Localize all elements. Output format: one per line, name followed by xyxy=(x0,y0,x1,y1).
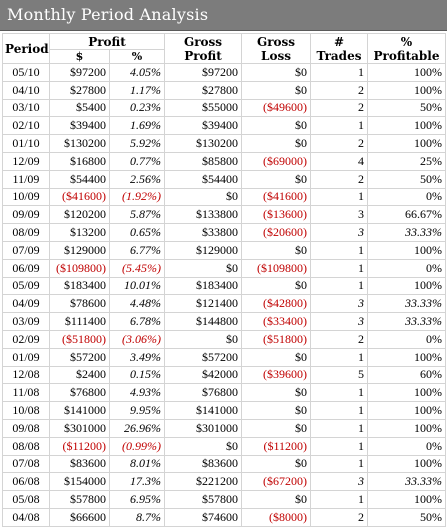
profit-pct-cell: 0.15% xyxy=(110,366,165,384)
profit-cell: $27800 xyxy=(50,81,110,99)
profit-pct-cell: 0.77% xyxy=(110,152,165,170)
profit-cell: $141000 xyxy=(50,402,110,420)
period-cell: 07/09 xyxy=(3,241,50,259)
pct-profitable-cell: 33.33% xyxy=(368,313,446,331)
header-trades: # Trades xyxy=(311,34,368,64)
profit-cell: $183400 xyxy=(50,277,110,295)
trades-cell: 2 xyxy=(311,508,368,526)
gross-profit-cell: $121400 xyxy=(165,295,242,313)
gross-loss-cell: ($49600) xyxy=(242,99,311,117)
profit-pct-cell: (5.45%) xyxy=(110,259,165,277)
pct-profitable-cell: 0% xyxy=(368,330,446,348)
period-cell: 12/09 xyxy=(3,152,50,170)
gross-profit-cell: $97200 xyxy=(165,64,242,82)
profit-pct-cell: 0.23% xyxy=(110,99,165,117)
profit-cell: $97200 xyxy=(50,64,110,82)
profit-pct-cell: 3.49% xyxy=(110,348,165,366)
profit-cell: ($51800) xyxy=(50,330,110,348)
table-row xyxy=(3,313,446,331)
table-row xyxy=(3,330,446,348)
table-row xyxy=(3,437,446,455)
period-cell: 03/10 xyxy=(3,99,50,117)
table-row xyxy=(3,117,446,135)
table-row xyxy=(3,135,446,153)
pct-profitable-cell: 100% xyxy=(368,348,446,366)
gross-profit-cell: $39400 xyxy=(165,117,242,135)
profit-cell: ($41600) xyxy=(50,188,110,206)
trades-cell: 1 xyxy=(311,437,368,455)
period-cell: 04/08 xyxy=(3,508,50,526)
header-period: Period xyxy=(3,34,50,64)
gross-loss-cell: $0 xyxy=(242,81,311,99)
gross-loss-cell: ($109800) xyxy=(242,259,311,277)
header-pct-profitable: % Profitable xyxy=(368,34,446,64)
gross-loss-cell: $0 xyxy=(242,348,311,366)
period-cell: 11/08 xyxy=(3,384,50,402)
pct-profitable-cell: 66.67% xyxy=(368,206,446,224)
title-bar xyxy=(0,0,447,31)
pct-profitable-cell: 100% xyxy=(368,64,446,82)
period-cell: 06/08 xyxy=(3,473,50,491)
profit-pct-cell: 6.77% xyxy=(110,241,165,259)
gross-loss-cell: ($67200) xyxy=(242,473,311,491)
profit-pct-cell: 10.01% xyxy=(110,277,165,295)
table-row xyxy=(3,366,446,384)
trades-cell: 1 xyxy=(311,491,368,509)
gross-profit-cell: $129000 xyxy=(165,241,242,259)
profit-cell: $57200 xyxy=(50,348,110,366)
profit-cell: $16800 xyxy=(50,152,110,170)
gross-profit-cell: $57800 xyxy=(165,491,242,509)
profit-cell: $301000 xyxy=(50,419,110,437)
profit-cell: $129000 xyxy=(50,241,110,259)
pct-profitable-cell: 60% xyxy=(368,366,446,384)
table-row xyxy=(3,99,446,117)
table-row xyxy=(3,491,446,509)
pct-profitable-cell: 50% xyxy=(368,170,446,188)
gross-profit-cell: $57200 xyxy=(165,348,242,366)
trades-cell: 1 xyxy=(311,188,368,206)
profit-pct-cell: 5.92% xyxy=(110,135,165,153)
profit-pct-cell: 0.65% xyxy=(110,224,165,242)
pct-profitable-cell: 100% xyxy=(368,117,446,135)
pct-profitable-cell: 33.33% xyxy=(368,295,446,313)
profit-cell: $130200 xyxy=(50,135,110,153)
period-cell: 01/10 xyxy=(3,135,50,153)
trades-cell: 2 xyxy=(311,170,368,188)
gross-profit-cell: $133800 xyxy=(165,206,242,224)
pct-profitable-cell: 100% xyxy=(368,277,446,295)
profit-pct-cell: 1.69% xyxy=(110,117,165,135)
table-row xyxy=(3,508,446,526)
table-row xyxy=(3,277,446,295)
trades-cell: 1 xyxy=(311,64,368,82)
profit-pct-cell: 6.78% xyxy=(110,313,165,331)
table-row xyxy=(3,81,446,99)
table-row xyxy=(3,170,446,188)
gross-profit-cell: $83600 xyxy=(165,455,242,473)
profit-pct-cell: (1.92%) xyxy=(110,188,165,206)
profit-pct-cell: (3.06%) xyxy=(110,330,165,348)
gross-loss-cell: $0 xyxy=(242,384,311,402)
pct-profitable-cell: 100% xyxy=(368,455,446,473)
gross-loss-cell: $0 xyxy=(242,419,311,437)
gross-profit-cell: $74600 xyxy=(165,508,242,526)
gross-profit-cell: $0 xyxy=(165,188,242,206)
profit-pct-cell: 1.17% xyxy=(110,81,165,99)
profit-pct-cell: 2.56% xyxy=(110,170,165,188)
trades-cell: 1 xyxy=(311,402,368,420)
table-row xyxy=(3,295,446,313)
period-cell: 05/10 xyxy=(3,64,50,82)
profit-cell: $120200 xyxy=(50,206,110,224)
gross-profit-cell: $183400 xyxy=(165,277,242,295)
profit-pct-cell: (0.99%) xyxy=(110,437,165,455)
trades-cell: 1 xyxy=(311,455,368,473)
gross-profit-cell: $141000 xyxy=(165,402,242,420)
trades-cell: 3 xyxy=(311,224,368,242)
page-title: Monthly Period Analysis xyxy=(7,5,209,24)
period-cell: 02/09 xyxy=(3,330,50,348)
profit-pct-cell: 9.95% xyxy=(110,402,165,420)
profit-pct-cell: 26.96% xyxy=(110,419,165,437)
header-profit-pct: % xyxy=(110,50,165,64)
profit-cell: $154000 xyxy=(50,473,110,491)
table-row xyxy=(3,259,446,277)
gross-profit-cell: $0 xyxy=(165,437,242,455)
period-cell: 08/09 xyxy=(3,224,50,242)
pct-profitable-cell: 100% xyxy=(368,241,446,259)
period-cell: 10/09 xyxy=(3,188,50,206)
profit-cell: $54400 xyxy=(50,170,110,188)
period-cell: 12/08 xyxy=(3,366,50,384)
period-cell: 11/09 xyxy=(3,170,50,188)
period-cell: 02/10 xyxy=(3,117,50,135)
gross-loss-cell: ($11200) xyxy=(242,437,311,455)
profit-cell: $66600 xyxy=(50,508,110,526)
table-row xyxy=(3,419,446,437)
gross-profit-cell: $54400 xyxy=(165,170,242,188)
gross-loss-cell: $0 xyxy=(242,455,311,473)
header-profit: Profit xyxy=(50,34,165,50)
gross-profit-cell: $221200 xyxy=(165,473,242,491)
gross-loss-cell: $0 xyxy=(242,277,311,295)
period-cell: 10/08 xyxy=(3,402,50,420)
gross-profit-cell: $144800 xyxy=(165,313,242,331)
trades-cell: 2 xyxy=(311,81,368,99)
trades-cell: 1 xyxy=(311,117,368,135)
period-cell: 09/08 xyxy=(3,419,50,437)
gross-loss-cell: $0 xyxy=(242,135,311,153)
gross-loss-cell: ($8000) xyxy=(242,508,311,526)
trades-cell: 4 xyxy=(311,152,368,170)
table-row xyxy=(3,188,446,206)
trades-cell: 2 xyxy=(311,330,368,348)
profit-cell: ($109800) xyxy=(50,259,110,277)
profit-pct-cell: 4.05% xyxy=(110,64,165,82)
gross-profit-cell: $130200 xyxy=(165,135,242,153)
trades-cell: 3 xyxy=(311,295,368,313)
gross-loss-cell: ($69000) xyxy=(242,152,311,170)
gross-loss-cell: ($20600) xyxy=(242,224,311,242)
gross-profit-cell: $33800 xyxy=(165,224,242,242)
gross-loss-cell: $0 xyxy=(242,117,311,135)
gross-loss-cell: ($39600) xyxy=(242,366,311,384)
profit-cell: $5400 xyxy=(50,99,110,117)
header-gross-profit: Gross Profit xyxy=(165,34,242,64)
table-row xyxy=(3,241,446,259)
period-cell: 07/08 xyxy=(3,455,50,473)
table-row xyxy=(3,473,446,491)
gross-loss-cell: ($42800) xyxy=(242,295,311,313)
pct-profitable-cell: 100% xyxy=(368,384,446,402)
gross-profit-cell: $27800 xyxy=(165,81,242,99)
profit-pct-cell: 4.48% xyxy=(110,295,165,313)
trades-cell: 3 xyxy=(311,313,368,331)
trades-cell: 2 xyxy=(311,135,368,153)
profit-cell: $78600 xyxy=(50,295,110,313)
gross-profit-cell: $42000 xyxy=(165,366,242,384)
gross-loss-cell: $0 xyxy=(242,241,311,259)
profit-cell: $13200 xyxy=(50,224,110,242)
pct-profitable-cell: 100% xyxy=(368,491,446,509)
period-cell: 05/09 xyxy=(3,277,50,295)
period-cell: 09/09 xyxy=(3,206,50,224)
profit-cell: $83600 xyxy=(50,455,110,473)
gross-loss-cell: ($13600) xyxy=(242,206,311,224)
trades-cell: 1 xyxy=(311,241,368,259)
pct-profitable-cell: 100% xyxy=(368,402,446,420)
pct-profitable-cell: 25% xyxy=(368,152,446,170)
table-row xyxy=(3,64,446,82)
period-cell: 04/10 xyxy=(3,81,50,99)
pct-profitable-cell: 100% xyxy=(368,419,446,437)
gross-loss-cell: ($33400) xyxy=(242,313,311,331)
trades-cell: 1 xyxy=(311,259,368,277)
profit-pct-cell: 4.93% xyxy=(110,384,165,402)
profit-pct-cell: 6.95% xyxy=(110,491,165,509)
pct-profitable-cell: 50% xyxy=(368,508,446,526)
table-row xyxy=(3,152,446,170)
period-cell: 03/09 xyxy=(3,313,50,331)
profit-pct-cell: 8.01% xyxy=(110,455,165,473)
pct-profitable-cell: 100% xyxy=(368,135,446,153)
gross-loss-cell: $0 xyxy=(242,402,311,420)
profit-cell: $39400 xyxy=(50,117,110,135)
profit-pct-cell: 5.87% xyxy=(110,206,165,224)
profit-cell: ($11200) xyxy=(50,437,110,455)
period-cell: 08/08 xyxy=(3,437,50,455)
table-row xyxy=(3,224,446,242)
gross-loss-cell: $0 xyxy=(242,491,311,509)
table-body xyxy=(3,64,446,527)
gross-profit-cell: $76800 xyxy=(165,384,242,402)
gross-profit-cell: $0 xyxy=(165,330,242,348)
trades-cell: 1 xyxy=(311,419,368,437)
header-gross-loss: Gross Loss xyxy=(242,34,311,64)
pct-profitable-cell: 50% xyxy=(368,99,446,117)
gross-profit-cell: $85800 xyxy=(165,152,242,170)
table-row xyxy=(3,455,446,473)
trades-cell: 3 xyxy=(311,473,368,491)
period-cell: 05/08 xyxy=(3,491,50,509)
pct-profitable-cell: 0% xyxy=(368,259,446,277)
profit-cell: $57800 xyxy=(50,491,110,509)
pct-profitable-cell: 100% xyxy=(368,81,446,99)
profit-pct-cell: 8.7% xyxy=(110,508,165,526)
gross-loss-cell: ($51800) xyxy=(242,330,311,348)
table-row xyxy=(3,348,446,366)
gross-loss-cell: ($41600) xyxy=(242,188,311,206)
trades-cell: 1 xyxy=(311,348,368,366)
gross-profit-cell: $0 xyxy=(165,259,242,277)
period-cell: 01/09 xyxy=(3,348,50,366)
header-profit-dollar: $ xyxy=(50,50,110,64)
profit-pct-cell: 17.3% xyxy=(110,473,165,491)
profit-cell: $111400 xyxy=(50,313,110,331)
gross-profit-cell: $301000 xyxy=(165,419,242,437)
trades-cell: 1 xyxy=(311,277,368,295)
table-row xyxy=(3,206,446,224)
trades-cell: 2 xyxy=(311,99,368,117)
profit-cell: $76800 xyxy=(50,384,110,402)
pct-profitable-cell: 0% xyxy=(368,437,446,455)
profit-cell: $2400 xyxy=(50,366,110,384)
gross-loss-cell: $0 xyxy=(242,64,311,82)
trades-cell: 3 xyxy=(311,206,368,224)
table-row xyxy=(3,402,446,420)
trades-cell: 1 xyxy=(311,384,368,402)
period-cell: 06/09 xyxy=(3,259,50,277)
pct-profitable-cell: 0% xyxy=(368,188,446,206)
pct-profitable-cell: 33.33% xyxy=(368,224,446,242)
pct-profitable-cell: 33.33% xyxy=(368,473,446,491)
table-row xyxy=(3,384,446,402)
gross-loss-cell: $0 xyxy=(242,170,311,188)
period-cell: 04/09 xyxy=(3,295,50,313)
monthly-period-table xyxy=(2,33,446,527)
trades-cell: 5 xyxy=(311,366,368,384)
gross-profit-cell: $55000 xyxy=(165,99,242,117)
